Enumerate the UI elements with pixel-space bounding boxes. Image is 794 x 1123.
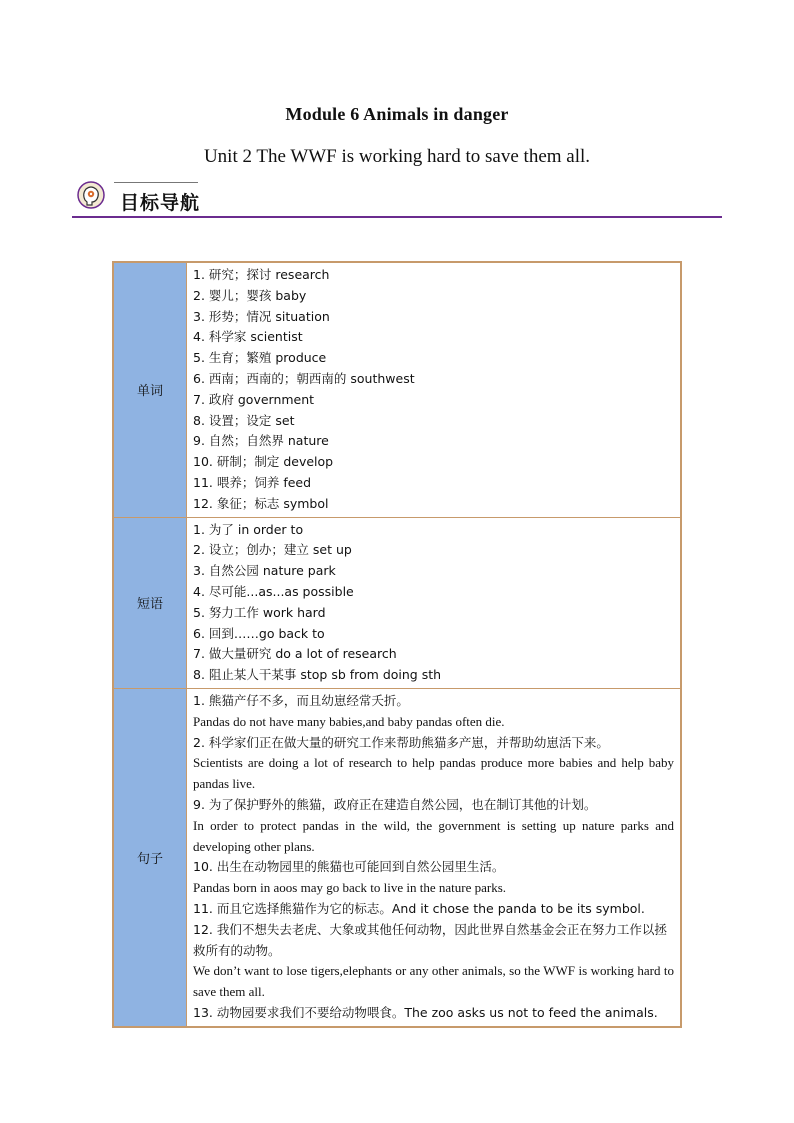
sentences-list [187, 688, 682, 1026]
banner-heading: 目标导航 [120, 192, 201, 214]
sentence-en: Pandas born in aoos may go back to live in the nature parks. [193, 880, 507, 896]
sentence-zh: 1. 熊猫产仔不多，而且幼崽经常夭折。 [193, 692, 409, 708]
vocabulary-table [112, 261, 682, 1028]
words-list [187, 262, 682, 517]
word-item: 7. 政府 government [193, 391, 315, 407]
module-title: Module 6 Animals in danger [285, 104, 509, 124]
word-item: 8. 设置；设定 set [193, 412, 295, 428]
word-item: 9. 自然；自然界 nature [193, 433, 329, 449]
sentence-zh: 2. 科学家们正在做大量的研究工作来帮助熊猫多产崽，并帮助幼崽活下来。 [193, 734, 609, 750]
sentence-en: Scientists are doing a lot of research to help pandas produce more babies and help baby pandas live. [193, 755, 674, 792]
phrase-item: 5. 努力工作 work hard [193, 604, 326, 620]
sentence-mixed: 11. 而且它选择熊猫作为它的标志。And it chose the panda to be its symbol. [193, 900, 645, 916]
banner-rule [72, 216, 722, 218]
phrase-item: 7. 做大量研究 do a lot of research [193, 646, 397, 662]
unit-subtitle: Unit 2 The WWF is working hard to save them all. [203, 146, 591, 167]
word-item: 3. 形势；情况 situation [193, 308, 330, 324]
category-phrases: 短语 [113, 517, 187, 688]
phrase-item: 8. 阻止某人干某事 stop sb from doing sth [193, 667, 442, 683]
category-words: 单词 [113, 262, 187, 517]
sentence-en: In order to protect pandas in the wild, the government is setting up nature parks and developing other plans. [193, 817, 674, 854]
section-row-phrases [113, 517, 681, 688]
word-item: 6. 西南；西南的；朝西南的 southwest [193, 370, 415, 386]
section-row-sentences [113, 688, 681, 1026]
category-sentences: 句子 [113, 688, 187, 1026]
word-item: 12. 象征；标志 symbol [193, 495, 329, 511]
phrase-item: 4. 尽可能...as...as possible [193, 583, 354, 599]
word-item: 2. 婴儿；婴孩 baby [193, 287, 307, 303]
word-item: 1. 研究；探讨 research [193, 267, 330, 282]
section-banner [72, 176, 722, 220]
phrase-item: 2. 设立；创办；建立 set up [193, 542, 352, 558]
phrases-list [187, 517, 682, 688]
sentence-zh: 12. 我们不想失去老虎、大象或其他任何动物，因此世界自然基金会正在努力工作以拯救所有的动物。 [193, 921, 667, 958]
banner-top-line [114, 182, 198, 183]
word-item: 10. 研制；制定 develop [193, 454, 334, 470]
word-item: 5. 生育；繁殖 produce [193, 350, 327, 366]
sentence-zh: 9. 为了保护野外的熊猫，政府正在建造自然公园，也在制订其他的计划。 [193, 796, 597, 812]
sentence-zh: 10. 出生在动物园里的熊猫也可能回到自然公园里生活。 [193, 859, 505, 875]
sentence-en: Pandas do not have many babies,and baby pandas often die. [193, 713, 505, 729]
section-row-words [113, 262, 681, 517]
word-item: 4. 科学家 scientist [193, 329, 303, 345]
phrase-item: 1. 为了 in order to [193, 521, 304, 537]
sentence-mixed: 13. 动物园要求我们不要给动物喂食。The zoo asks us not to feed the animals. [193, 1004, 658, 1020]
phrase-item: 6. 回到……go back to [193, 625, 325, 641]
word-item: 11. 喂养；饲养 feed [193, 474, 312, 490]
sentence-en: We don’t want to lose tigers,elephants or any other animals, so the WWF is working hard to save them all. [193, 963, 674, 1000]
phrase-item: 3. 自然公园 nature park [193, 563, 336, 579]
brain-gear-icon [76, 180, 106, 210]
